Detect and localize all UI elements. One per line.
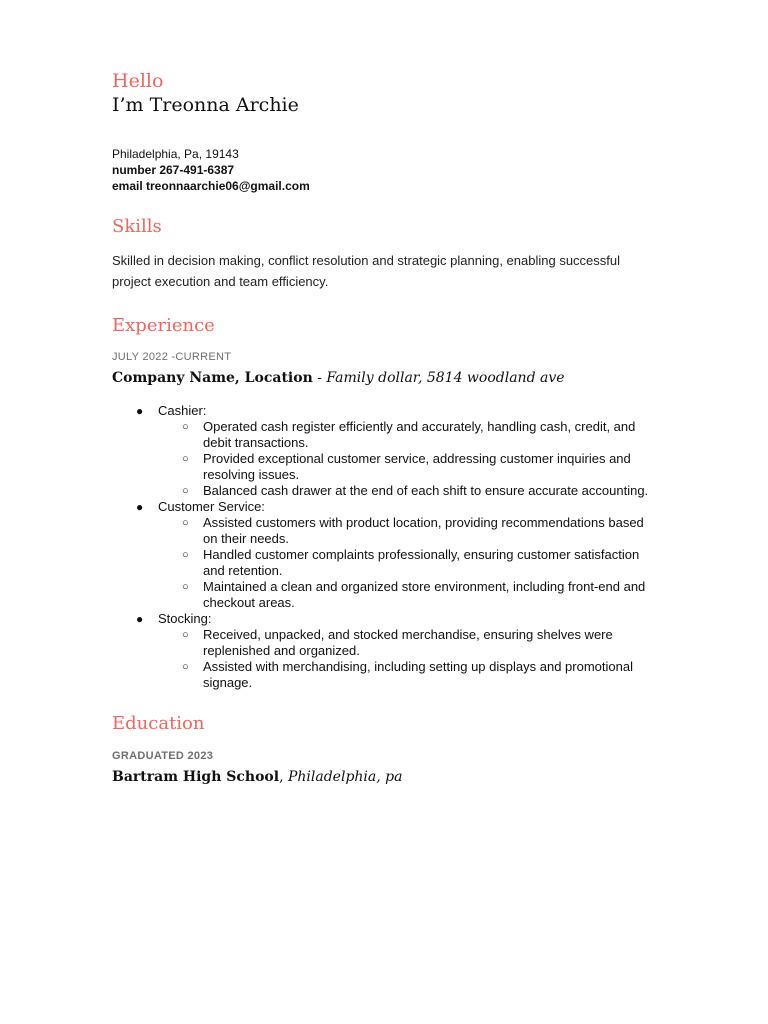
- company-detail: Family dollar, 5814 woodland ave: [326, 370, 565, 386]
- experience-heading: Experience: [112, 315, 215, 336]
- circle-bullet-icon: ○: [182, 421, 189, 433]
- experience-duties: [112, 403, 672, 691]
- circle-bullet-icon: ○: [182, 549, 189, 561]
- duty-group-title: Customer Service:: [158, 499, 265, 514]
- company-label: Company Name, Location: [112, 370, 313, 386]
- circle-bullet-icon: ○: [182, 629, 189, 641]
- skills-text: Skilled in decision making, conflict resolution and strategic planning, enabling successful project execution and team efficiency.: [112, 253, 621, 289]
- list-item: [112, 419, 653, 451]
- experience-date: JULY 2022 -CURRENT: [112, 351, 232, 363]
- list-item-text: Operated cash register efficiently and accurately, handling cash, credit, and debit transactions.: [203, 419, 636, 450]
- company-separator: -: [312, 370, 327, 386]
- contact-email: email treonnaarchie06@gmail.com: [112, 179, 310, 193]
- list-item-text: Balanced cash drawer at the end of each shift to ensure accurate accounting.: [203, 483, 649, 498]
- list-item-text: Provided exceptional customer service, addressing customer inquiries and resolving issues.: [203, 451, 631, 482]
- list-item-text: Received, unpacked, and stocked merchandise, ensuring shelves were replenished and organized.: [203, 627, 613, 658]
- list-item: [112, 483, 653, 499]
- duty-group-title: Stocking:: [158, 611, 212, 626]
- greeting: Hello: [112, 70, 164, 92]
- circle-bullet-icon: ○: [182, 517, 189, 529]
- circle-bullet-icon: ○: [182, 453, 189, 465]
- skills-heading: Skills: [112, 216, 162, 237]
- list-item: [112, 627, 653, 659]
- list-item: [112, 579, 653, 611]
- list-item-text: Handled customer complaints professionally, ensuring customer satisfaction and retention.: [203, 547, 640, 578]
- duty-group-cashier: [112, 403, 672, 419]
- contact-block: [112, 146, 310, 194]
- experience-company: [112, 370, 565, 386]
- bullet-icon: ●: [136, 404, 144, 418]
- list-item-text: Maintained a clean and organized store environment, including front-end and checkout areas.: [203, 579, 646, 610]
- list-item: [112, 451, 653, 483]
- list-item-text: Assisted with merchandising, including setting up displays and promotional signage.: [203, 659, 633, 690]
- school-comma: ,: [279, 769, 288, 785]
- list-item: [112, 659, 653, 691]
- duty-group-stocking: [112, 611, 672, 627]
- bullet-icon: ●: [136, 612, 144, 626]
- education-date: GRADUATED 2023: [112, 750, 214, 762]
- contact-address: Philadelphia, Pa, 19143: [112, 147, 239, 161]
- bullet-icon: ●: [136, 500, 144, 514]
- duty-group-title: Cashier:: [158, 403, 207, 418]
- contact-number: number 267-491-6387: [112, 163, 235, 177]
- list-item-text: Assisted customers with product location, providing recommendations based on their needs.: [203, 515, 644, 546]
- circle-bullet-icon: ○: [182, 485, 189, 497]
- duty-group-customer-service: [112, 499, 672, 515]
- list-item: [112, 547, 653, 579]
- education-heading: Education: [112, 713, 205, 734]
- list-item: [112, 515, 653, 547]
- candidate-name: I’m Treonna Archie: [112, 94, 299, 116]
- circle-bullet-icon: ○: [182, 581, 189, 593]
- circle-bullet-icon: ○: [182, 661, 189, 673]
- school-location: Philadelphia, pa: [287, 769, 403, 785]
- school-name: Bartram High School: [112, 769, 280, 785]
- education-school: [112, 769, 402, 785]
